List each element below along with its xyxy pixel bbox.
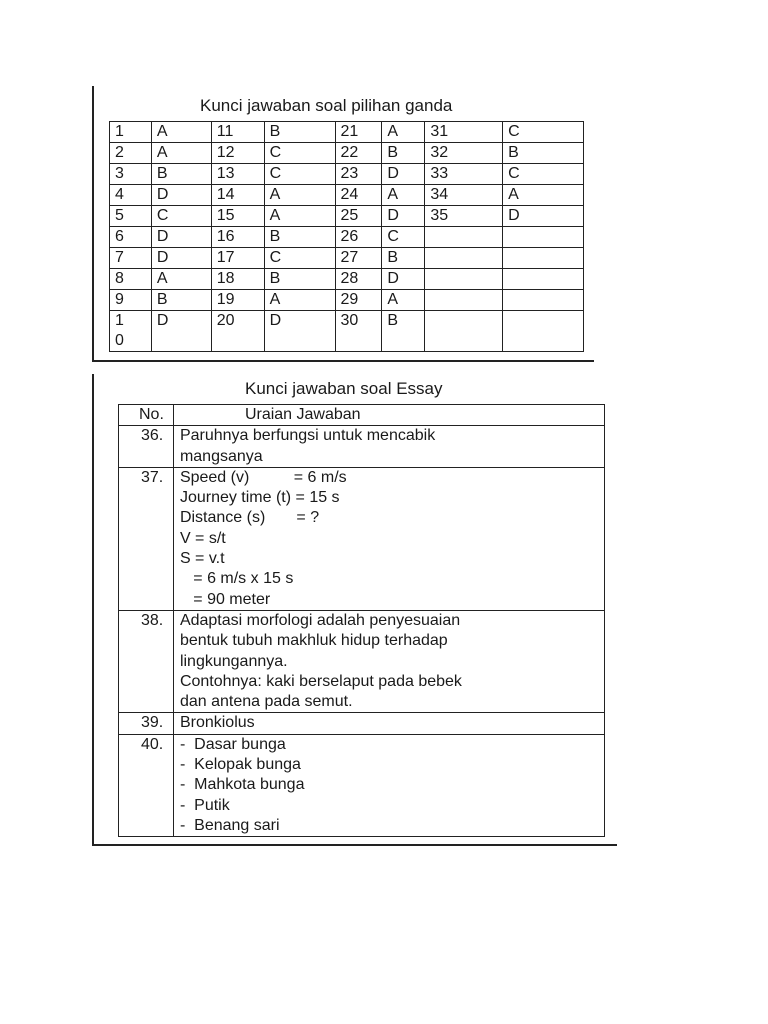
question-number-cell: 17	[211, 248, 264, 269]
answer-cell: B	[382, 248, 425, 269]
table-row	[110, 185, 584, 206]
question-number-cell	[425, 248, 503, 269]
question-number-cell	[425, 227, 503, 248]
essay-answer-cell	[173, 426, 604, 468]
question-number-cell: 23	[335, 164, 382, 185]
question-number-cell: 2	[110, 143, 152, 164]
question-number-cell: 29	[335, 290, 382, 311]
answer-cell: D	[151, 248, 211, 269]
essay-row	[119, 713, 605, 734]
answer-cell: C	[264, 164, 335, 185]
answer-cell: C	[382, 227, 425, 248]
answer-cell: C	[264, 143, 335, 164]
answer-line: bentuk tubuh makhluk hidup terhadap	[179, 632, 448, 650]
answer-line: Contohnya: kaki berselaput pada bebek	[179, 672, 462, 690]
answer-line: - Benang sari	[179, 816, 280, 834]
essay-question-number: 36.	[119, 426, 174, 468]
question-number-cell: 11	[211, 122, 264, 143]
answer-cell: D	[503, 206, 584, 227]
answer-cell: D	[151, 311, 211, 352]
answer-cell: B	[151, 290, 211, 311]
mc-answer-table	[109, 121, 584, 352]
answer-line: lingkungannya.	[179, 652, 288, 670]
answer-cell: C	[503, 122, 584, 143]
essay-question-number: 39.	[119, 713, 174, 734]
question-number-cell: 35	[425, 206, 503, 227]
essay-question-number: 38.	[119, 610, 174, 712]
answer-cell	[503, 227, 584, 248]
question-number-cell: 3	[110, 164, 152, 185]
answer-cell: D	[151, 185, 211, 206]
answer-line: Journey time (t) = 15 s	[179, 489, 340, 507]
answer-cell: B	[264, 227, 335, 248]
answer-cell: B	[264, 269, 335, 290]
answer-line: V = s/t	[179, 529, 226, 547]
essay-row	[119, 734, 605, 836]
question-number-cell: 33	[425, 164, 503, 185]
bottom-border-line-top	[92, 360, 594, 362]
table-row	[110, 311, 584, 352]
question-number-cell: 5	[110, 206, 152, 227]
table-row	[110, 164, 584, 185]
table-row	[110, 206, 584, 227]
answer-cell	[503, 269, 584, 290]
answer-cell: A	[264, 290, 335, 311]
essay-answer-cell	[173, 610, 604, 712]
left-border-line-top	[92, 86, 94, 362]
essay-row	[119, 467, 605, 610]
answer-cell: B	[382, 143, 425, 164]
answer-line: - Dasar bunga	[179, 735, 286, 753]
answer-line: Speed (v) = 6 m/s	[179, 468, 347, 486]
answer-line: = 90 meter	[179, 590, 271, 608]
answer-cell: D	[382, 269, 425, 290]
essay-answer-cell	[173, 734, 604, 836]
answer-line: Bronkiolus	[179, 714, 255, 732]
answer-cell: D	[151, 227, 211, 248]
answer-cell	[503, 290, 584, 311]
answer-cell: B	[382, 311, 425, 352]
question-number-cell: 12	[211, 143, 264, 164]
question-number-cell: 34	[425, 185, 503, 206]
answer-cell: B	[264, 122, 335, 143]
question-number-cell: 28	[335, 269, 382, 290]
question-number-cell: 6	[110, 227, 152, 248]
answer-cell: D	[382, 206, 425, 227]
answer-line: Paruhnya berfungsi untuk mencabik	[179, 427, 436, 445]
table-row	[110, 143, 584, 164]
question-number-cell: 14	[211, 185, 264, 206]
question-number-cell: 18	[211, 269, 264, 290]
question-number-cell: 22	[335, 143, 382, 164]
essay-header-row	[119, 405, 605, 426]
question-number-cell: 1 0	[110, 311, 152, 352]
answer-cell: A	[264, 185, 335, 206]
question-number-cell: 15	[211, 206, 264, 227]
header-no: No.	[119, 405, 174, 426]
answer-cell: C	[151, 206, 211, 227]
question-number-cell	[425, 269, 503, 290]
essay-question-number: 37.	[119, 467, 174, 610]
answer-cell: C	[503, 164, 584, 185]
question-number-cell: 26	[335, 227, 382, 248]
answer-cell: B	[503, 143, 584, 164]
table-row	[110, 227, 584, 248]
question-number-cell: 9	[110, 290, 152, 311]
question-number-cell: 7	[110, 248, 152, 269]
question-number-cell: 25	[335, 206, 382, 227]
essay-section-title: Kunci jawaban soal Essay	[245, 379, 443, 398]
answer-line: Adaptasi morfologi adalah penyesuaian	[179, 611, 461, 629]
answer-cell: B	[151, 164, 211, 185]
question-number-cell	[425, 311, 503, 352]
answer-cell: A	[264, 206, 335, 227]
answer-line: S = v.t	[179, 550, 225, 568]
question-number-cell: 30	[335, 311, 382, 352]
question-number-cell: 27	[335, 248, 382, 269]
answer-line: - Kelopak bunga	[179, 756, 301, 774]
left-border-line-bottom	[92, 374, 94, 846]
answer-line: Distance (s) = ?	[179, 509, 320, 527]
answer-cell: D	[264, 311, 335, 352]
bottom-border-line-bottom	[92, 844, 617, 846]
answer-cell: A	[382, 185, 425, 206]
header-uraian: Uraian Jawaban	[173, 405, 604, 426]
essay-answer-cell	[173, 713, 604, 734]
question-number-cell: 8	[110, 269, 152, 290]
essay-row	[119, 610, 605, 712]
table-row	[110, 290, 584, 311]
answer-cell	[503, 311, 584, 352]
question-number-cell: 19	[211, 290, 264, 311]
question-number-cell: 4	[110, 185, 152, 206]
question-number-cell: 31	[425, 122, 503, 143]
table-row	[110, 122, 584, 143]
mc-section-title: Kunci jawaban soal pilihan ganda	[200, 96, 453, 115]
answer-line: - Putik	[179, 796, 230, 814]
answer-cell: A	[503, 185, 584, 206]
question-number-cell: 16	[211, 227, 264, 248]
question-number-cell: 21	[335, 122, 382, 143]
answer-cell: A	[151, 122, 211, 143]
answer-cell: A	[151, 269, 211, 290]
question-number-cell: 32	[425, 143, 503, 164]
question-number-cell	[425, 290, 503, 311]
question-number-cell: 13	[211, 164, 264, 185]
essay-question-number: 40.	[119, 734, 174, 836]
question-number-cell: 1	[110, 122, 152, 143]
answer-cell: D	[382, 164, 425, 185]
answer-cell	[503, 248, 584, 269]
answer-cell: A	[382, 122, 425, 143]
table-row	[110, 248, 584, 269]
essay-answer-cell	[173, 467, 604, 610]
answer-line: mangsanya	[179, 447, 263, 465]
essay-row	[119, 426, 605, 468]
essay-answer-table	[118, 404, 605, 837]
answer-cell: A	[151, 143, 211, 164]
answer-cell: C	[264, 248, 335, 269]
answer-line: - Mahkota bunga	[179, 776, 305, 794]
table-row	[110, 269, 584, 290]
answer-line: = 6 m/s x 15 s	[179, 570, 294, 588]
question-number-cell: 20	[211, 311, 264, 352]
question-number-cell: 24	[335, 185, 382, 206]
answer-cell: A	[382, 290, 425, 311]
answer-line: dan antena pada semut.	[179, 693, 353, 711]
